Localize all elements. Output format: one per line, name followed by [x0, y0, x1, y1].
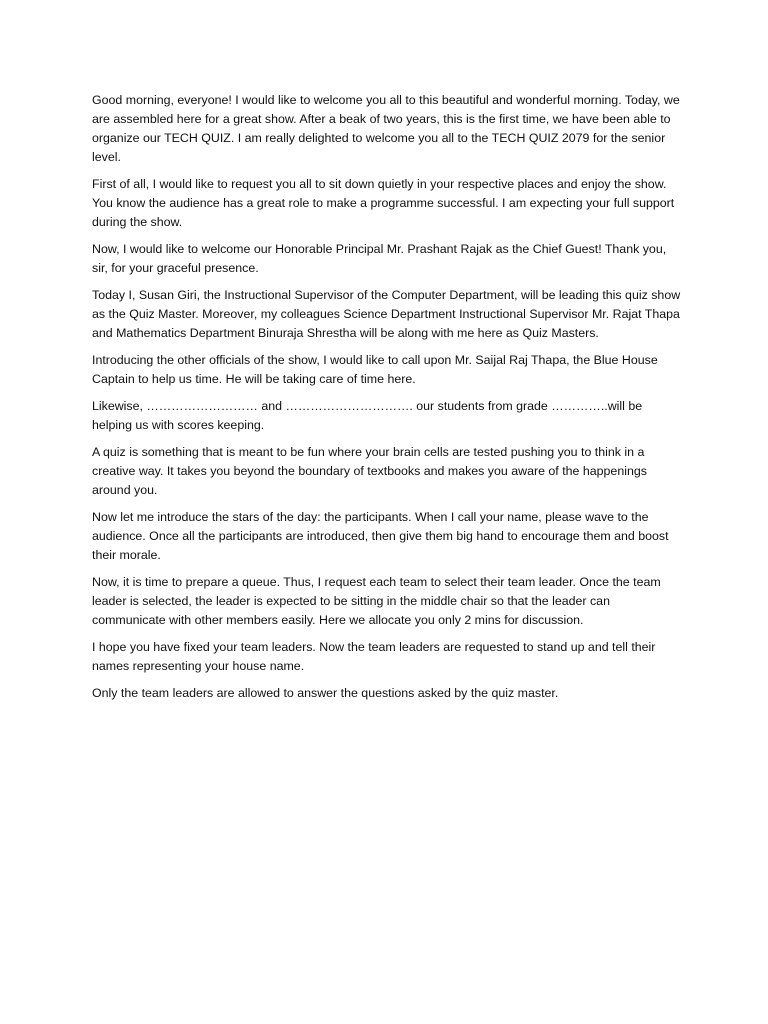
paragraph-score-keepers: Likewise, ……………………… and …………………………. our students from grade …………..will be helping us with scores keeping.	[92, 399, 643, 432]
document-page	[92, 91, 682, 711]
paragraph-team-leader: Now, it is time to prepare a queue. Thus, I request each team to select their team leader. Once the team leader is selected, the leader is expected to be sitting in the middle chair so that the leader can communicate with other members easily. Here we allocate you only 2 mins for discussion.	[92, 575, 661, 627]
paragraph-quiz-purpose: A quiz is something that is meant to be fun where your brain cells are tested pushing you to think in a creative way. It takes you beyond the boundary of textbooks and makes you aware of the happenings around you.	[92, 445, 647, 497]
paragraph-chief-guest: Now, I would like to welcome our Honorable Principal Mr. Prashant Rajak as the Chief Guest! Thank you, sir, for your graceful presence.	[92, 242, 667, 275]
paragraph-welcome: Good morning, everyone! I would like to welcome you all to this beautiful and wonderful morning. Today, we are assembled here for a great show. After a beak of two years, this is the first time, we have been able to organize our TECH QUIZ. I am really delighted to welcome you all to the TECH QUIZ 2079 for the senior level.	[92, 93, 680, 164]
paragraph-quiz-masters: Today I, Susan Giri, the Instructional Supervisor of the Computer Department, will be leading this quiz show as the Quiz Master. Moreover, my colleagues Science Department Instructional Supervisor Mr. Rajat Thapa and Mathematics Department Binuraja Shrestha will be along with me here as Quiz Masters.	[92, 288, 681, 340]
paragraph-officials: Introducing the other officials of the show, I would like to call upon Mr. Saijal Raj Thapa, the Blue House Captain to help us time. He will be taking care of time here.	[92, 353, 658, 386]
paragraph-leader-names: I hope you have fixed your team leaders. Now the team leaders are requested to stand up and tell their names representing your house name.	[92, 640, 656, 673]
paragraph-answer-rule: Only the team leaders are allowed to answer the questions asked by the quiz master.	[92, 686, 559, 700]
paragraph-participants: Now let me introduce the stars of the day: the participants. When I call your name, please wave to the audience. Once all the participants are introduced, then give them big hand to encourage them and boost their morale.	[92, 510, 669, 562]
paragraph-request-quiet: First of all, I would like to request you all to sit down quietly in your respective places and enjoy the show. You know the audience has a great role to make a programme successful. I am expecting your full support during the show.	[92, 177, 675, 229]
